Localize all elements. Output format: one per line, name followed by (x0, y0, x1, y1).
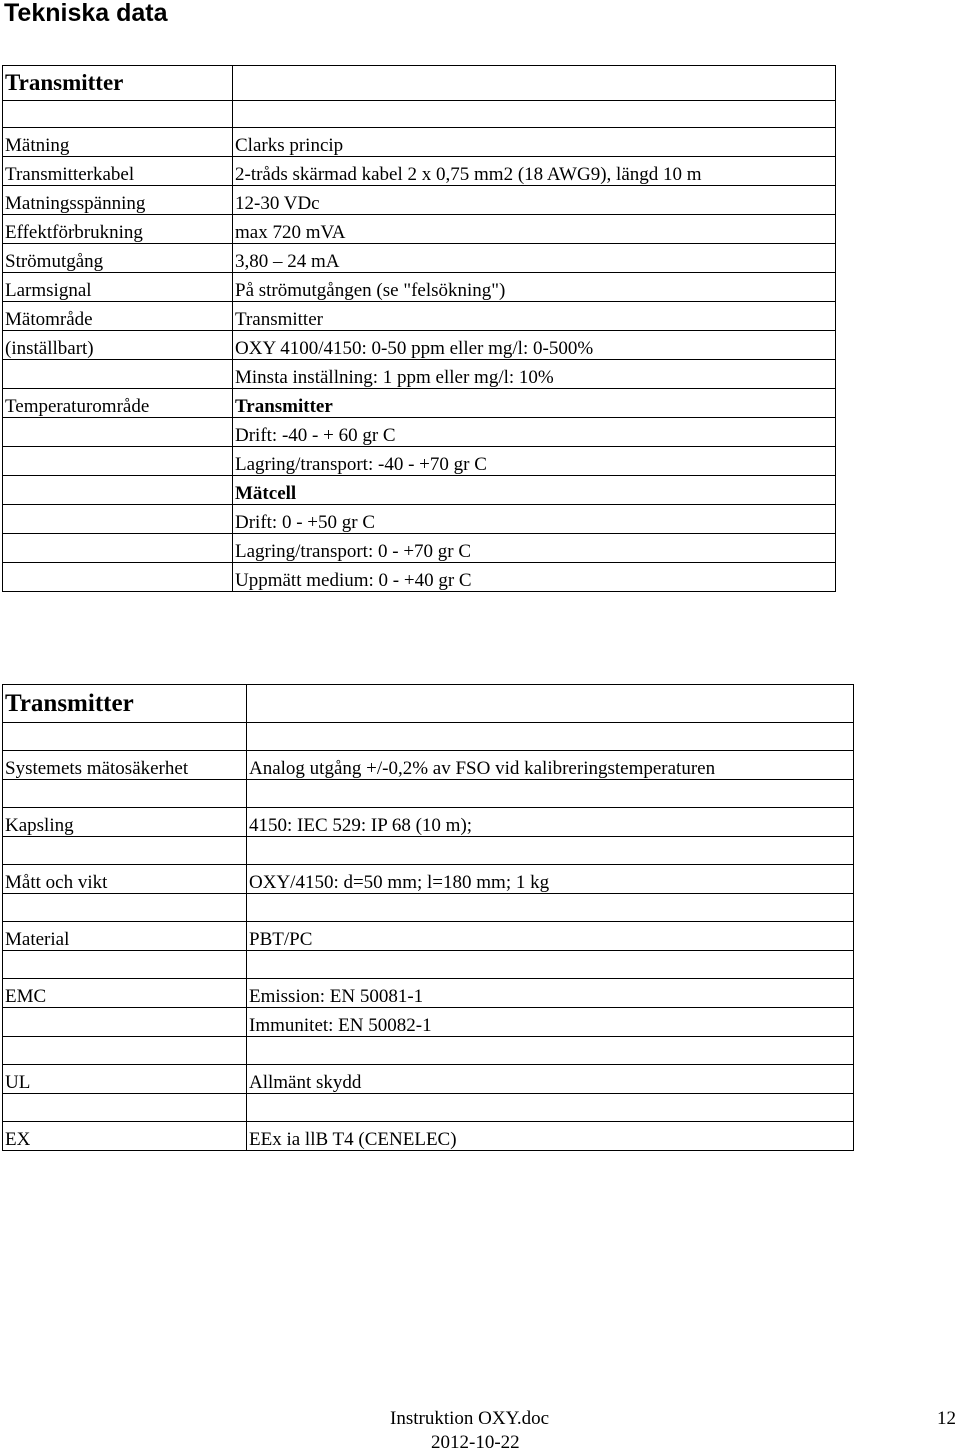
spec-label (3, 418, 233, 447)
table-row (3, 128, 836, 157)
spec-label (3, 447, 233, 476)
transmitter-details-table (2, 684, 854, 1151)
footer-date: 2012-10-22 (431, 1432, 520, 1453)
spec-value: Allmänt skydd (247, 1065, 854, 1094)
spec-value: Immunitet: EN 50082-1 (247, 1008, 854, 1037)
spec-label (3, 534, 233, 563)
table-row (3, 447, 836, 476)
spec-label: Effektförbrukning (3, 215, 233, 244)
page-title: Tekniska data (4, 0, 168, 27)
table-row (3, 808, 854, 837)
spec-value: 3,80 – 24 mA (233, 244, 836, 273)
spec-value: 12-30 VDc (233, 186, 836, 215)
spec-label: EMC (3, 979, 247, 1008)
table-header-title: Transmitter (3, 66, 233, 101)
spec-label: Material (3, 922, 247, 951)
spec-value: Clarks princip (233, 128, 836, 157)
table-header-title: Transmitter (3, 685, 247, 723)
spec-value: EEx ia llB T4 (CENELEC) (247, 1122, 854, 1151)
page-number: 12 (937, 1408, 956, 1429)
spacer-cell (247, 951, 854, 979)
spacer-row (3, 780, 854, 808)
spec-value: På strömutgången (se "felsökning") (233, 273, 836, 302)
spec-label: Matningsspänning (3, 186, 233, 215)
spec-value: 2-tråds skärmad kabel 2 x 0,75 mm2 (18 AWG9), längd 10 m (233, 157, 836, 186)
table-row (3, 1008, 854, 1037)
spec-label: UL (3, 1065, 247, 1094)
spacer-row (3, 723, 854, 751)
spacer-cell (3, 723, 247, 751)
spec-label: Temperaturområde (3, 389, 233, 418)
spacer-cell (3, 780, 247, 808)
table-row (3, 534, 836, 563)
spec-label: Transmitterkabel (3, 157, 233, 186)
spec-label (3, 360, 233, 389)
spec-value: Uppmätt medium: 0 - +40 gr C (233, 563, 836, 592)
table-header-empty-cell (233, 66, 836, 101)
table-row (3, 979, 854, 1008)
spacer-cell (247, 1094, 854, 1122)
table-row (3, 476, 836, 505)
table-row (3, 505, 836, 534)
table-row (3, 418, 836, 447)
spec-label: (inställbart) (3, 331, 233, 360)
table-header-empty-cell (247, 685, 854, 723)
spec-value: Emission: EN 50081-1 (247, 979, 854, 1008)
spec-label (3, 476, 233, 505)
spacer-cell (3, 894, 247, 922)
table-row (3, 331, 836, 360)
spec-value: Lagring/transport: -40 - +70 gr C (233, 447, 836, 476)
spacer-cell (247, 837, 854, 865)
spacer-cell (3, 1094, 247, 1122)
table-row (3, 751, 854, 780)
spec-value: Transmitter (233, 302, 836, 331)
spec-value: max 720 mVA (233, 215, 836, 244)
spec-label: Larmsignal (3, 273, 233, 302)
spec-label: EX (3, 1122, 247, 1151)
spec-value: OXY/4150: d=50 mm; l=180 mm; 1 kg (247, 865, 854, 894)
spacer-cell (3, 1037, 247, 1065)
spec-label (3, 505, 233, 534)
spacer-row (3, 1094, 854, 1122)
table-row (3, 186, 836, 215)
table-row (3, 215, 836, 244)
spacer-cell (3, 837, 247, 865)
spacer-cell (233, 101, 836, 128)
table-row (3, 563, 836, 592)
table-row (3, 922, 854, 951)
spec-value: Transmitter (233, 389, 836, 418)
table-row (3, 244, 836, 273)
table-row (3, 302, 836, 331)
table-row (3, 1122, 854, 1151)
spec-value: Analog utgång +/-0,2% av FSO vid kalibreringstemperaturen (247, 751, 854, 780)
spacer-cell (3, 951, 247, 979)
spacer-cell (247, 723, 854, 751)
spec-label: Systemets mätosäkerhet (3, 751, 247, 780)
spec-label (3, 1008, 247, 1037)
spec-value: Drift: -40 - + 60 gr C (233, 418, 836, 447)
table-row (3, 389, 836, 418)
table-row (3, 157, 836, 186)
spec-label: Mätområde (3, 302, 233, 331)
spacer-cell (247, 1037, 854, 1065)
table-row (3, 1065, 854, 1094)
spacer-cell (247, 894, 854, 922)
table-row (3, 360, 836, 389)
spacer-row (3, 837, 854, 865)
spacer-row (3, 951, 854, 979)
spacer-cell (3, 101, 233, 128)
spec-value: Minsta inställning: 1 ppm eller mg/l: 10% (233, 360, 836, 389)
spec-label: Kapsling (3, 808, 247, 837)
spec-label (3, 563, 233, 592)
spacer-row (3, 1037, 854, 1065)
spec-value: Drift: 0 - +50 gr C (233, 505, 836, 534)
spacer-cell (247, 780, 854, 808)
spec-label: Mått och vikt (3, 865, 247, 894)
spec-value: OXY 4100/4150: 0-50 ppm eller mg/l: 0-500% (233, 331, 836, 360)
footer-filename: Instruktion OXY.doc (390, 1408, 550, 1429)
spec-label: Strömutgång (3, 244, 233, 273)
spec-value: PBT/PC (247, 922, 854, 951)
spec-value: Mätcell (233, 476, 836, 505)
spec-value: 4150: IEC 529: IP 68 (10 m); (247, 808, 854, 837)
spec-value: Lagring/transport: 0 - +70 gr C (233, 534, 836, 563)
spacer-row (3, 894, 854, 922)
table-row (3, 273, 836, 302)
spec-label: Mätning (3, 128, 233, 157)
table-row (3, 865, 854, 894)
transmitter-spec-table (2, 65, 836, 592)
